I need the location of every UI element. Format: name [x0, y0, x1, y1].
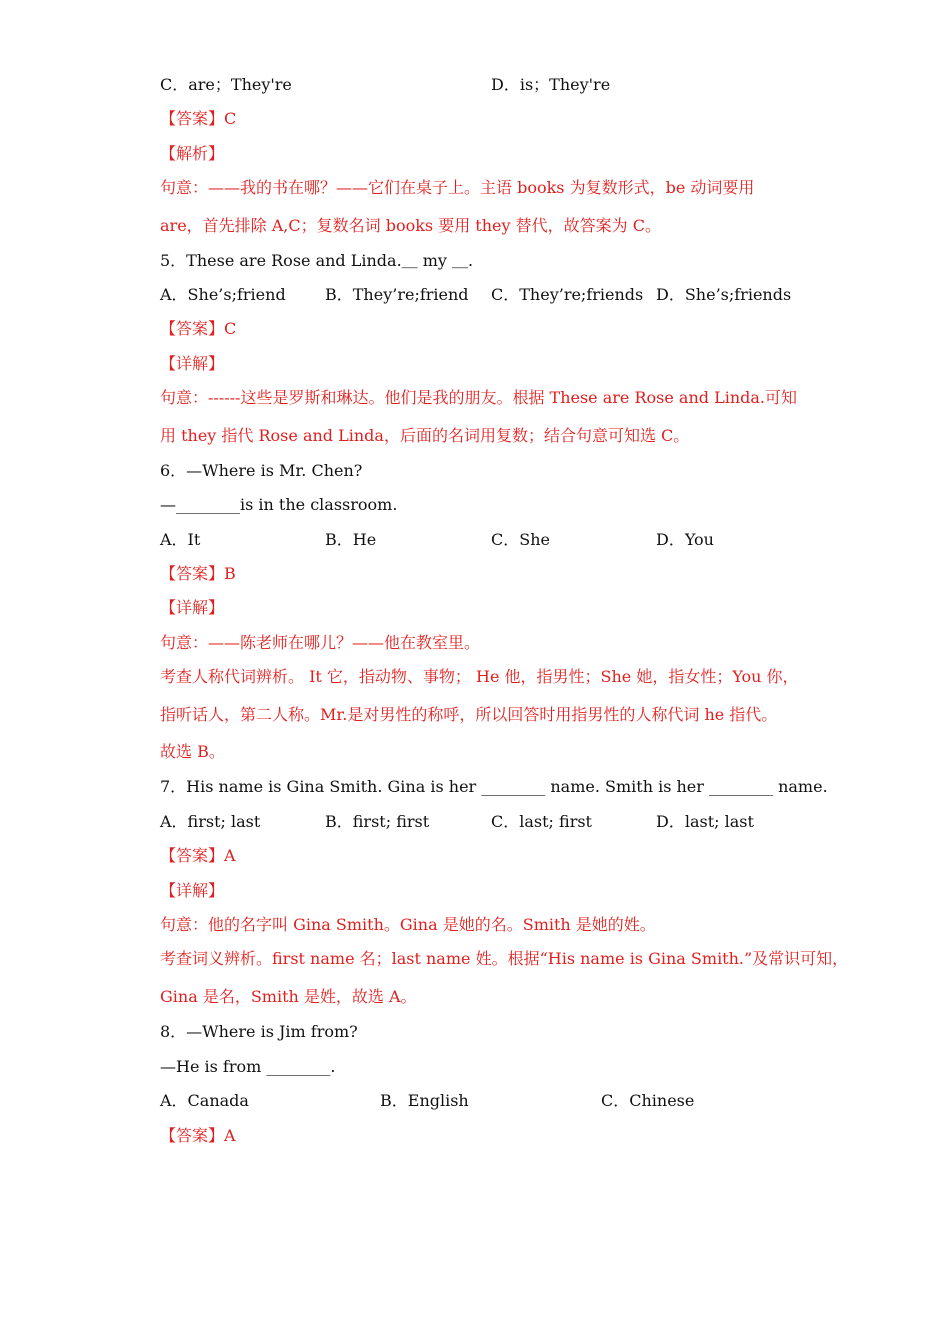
q6-detail-line-1: 句意：——陈老师在哪儿？——他在教室里。	[160, 633, 481, 652]
q5-detail-line-1: 句意：------这些是罗斯和琳达。他们是我的朋友。根据 These are Rose and Linda.可知	[160, 388, 798, 407]
q7-detail-label: 【详解】	[160, 881, 225, 900]
q7-option-d: D．last; last	[656, 812, 754, 831]
q4-answer: 【答案】C	[160, 109, 237, 128]
q5-stem: 5．These are Rose and Linda.＿ my ＿.	[160, 251, 474, 270]
q6-detail-label: 【详解】	[160, 598, 225, 617]
q4-option-d: D．is；They're	[491, 75, 611, 94]
q6-option-c: C．She	[491, 530, 550, 549]
q4-analysis-label: 【解析】	[160, 144, 225, 163]
q5-option-a: A．She’s;friend	[160, 285, 286, 304]
q6-detail-line-2: 考查人称代词辨析。 It 它，指动物、事物； He 他，指男性；She 她，指女性；You 你，	[160, 667, 799, 686]
q5-detail-label: 【详解】	[160, 354, 225, 373]
q5-detail-line-2: 用 they 指代 Rose and Linda，后面的名词用复数；结合句意可知选 C。	[160, 426, 690, 445]
q5-option-b: B．They’re;friend	[325, 285, 469, 304]
q6-detail-line-4: 故选 B。	[160, 742, 225, 761]
q4-analysis-line-2: are，首先排除 A,C；复数名词 books 要用 they 替代，故答案为 C。	[160, 216, 661, 235]
q5-option-c: C．They’re;friends	[491, 285, 644, 304]
q6-detail-line-3: 指听话人，第二人称。Mr.是对男性的称呼，所以回答时用指男性的人称代词 he 指代。	[160, 705, 778, 724]
q7-option-b: B．first; first	[325, 812, 430, 831]
q6-option-b: B．He	[325, 530, 377, 549]
q7-option-a: A．first; last	[160, 812, 261, 831]
q7-detail-line-2: 考查词义辨析。first name 名；last name 姓。根据“His name is Gina Smith.”及常识可知，	[160, 949, 849, 968]
q6-stem-reply: —________is in the classroom.	[160, 495, 398, 514]
q7-detail-line-3: Gina 是名，Smith 是姓，故选 A。	[160, 987, 417, 1006]
q7-option-c: C．last; first	[491, 812, 592, 831]
q6-stem: 6．—Where is Mr. Chen?	[160, 461, 363, 480]
q5-option-d: D．She’s;friends	[656, 285, 792, 304]
q8-stem-reply: —He is from ________.	[160, 1057, 336, 1076]
q8-option-b: B．English	[380, 1091, 469, 1110]
q7-answer: 【答案】A	[160, 846, 236, 865]
q4-option-c: C．are；They're	[160, 75, 292, 94]
q8-option-a: A．Canada	[160, 1091, 249, 1110]
q5-answer: 【答案】C	[160, 319, 237, 338]
q6-option-a: A．It	[160, 530, 201, 549]
q6-option-d: D．You	[656, 530, 714, 549]
q8-option-c: C．Chinese	[601, 1091, 695, 1110]
q8-answer: 【答案】A	[160, 1126, 236, 1145]
q4-analysis-line-1: 句意：——我的书在哪？——它们在桌子上。主语 books 为复数形式，be 动词要用	[160, 178, 755, 197]
q6-answer: 【答案】B	[160, 564, 236, 583]
q7-detail-line-1: 句意：他的名字叫 Gina Smith。Gina 是她的名。Smith 是她的姓。	[160, 915, 656, 934]
q7-stem: 7．His name is Gina Smith. Gina is her ________ name. Smith is her ________ name.	[160, 777, 828, 796]
q8-stem: 8．—Where is Jim from?	[160, 1022, 358, 1041]
